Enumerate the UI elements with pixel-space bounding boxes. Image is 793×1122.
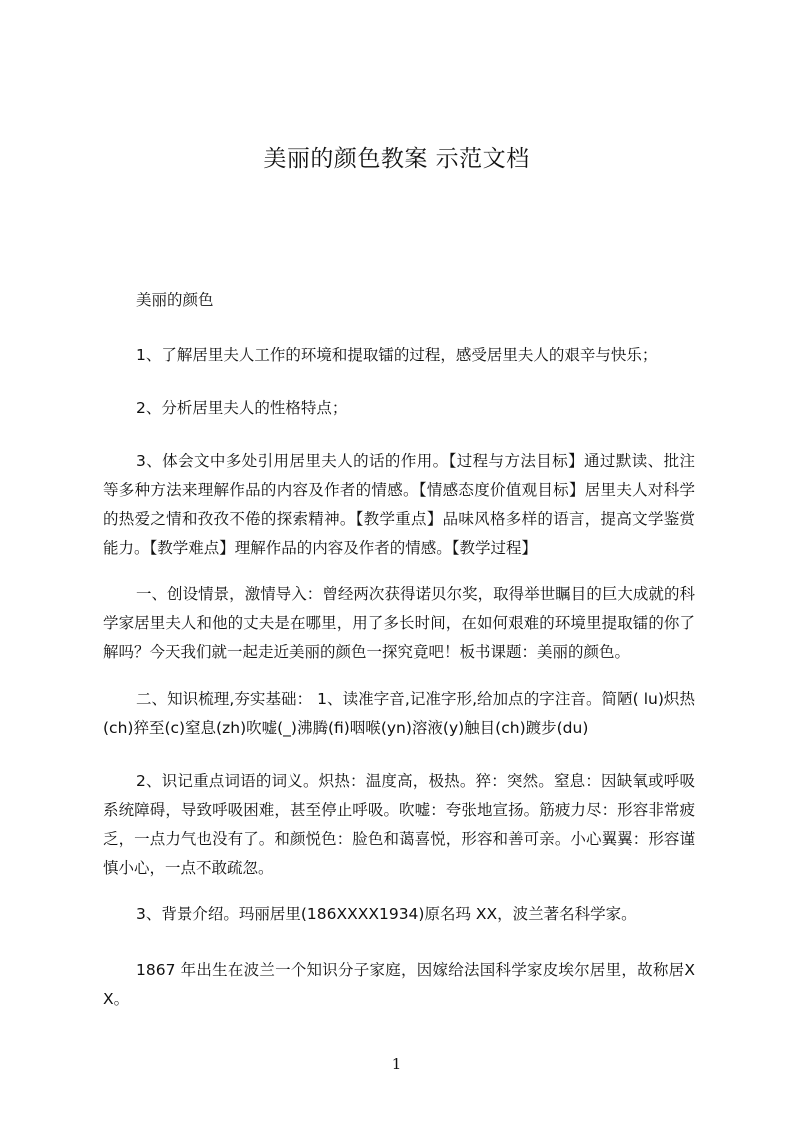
paragraph-objective-2: 2、分析居里夫人的性格特点； xyxy=(136,399,348,417)
paragraph-objective-3: 3、体会文中多处引用居里夫人的话的作用。【过程与方法目标】通过默读、批注等多种方法来理解作品的内容及作者的情感。【情感态度价值观目标】居里夫人对科学的热爱之情和孜孜不倦的探索精神。【教学重点】品味风格多样的语言，提高文学鉴赏能力。【教学难点】理解作品的内容及作者的情感。【教学过程】 xyxy=(103,452,695,557)
paragraph-biography: 1867 年出生在波兰一个知识分子家庭，因嫁给法国科学家皮埃尔居里，故称居XX。 xyxy=(103,961,695,1008)
paragraph-objective-1: 1、了解居里夫人工作的环境和提取镭的过程，感受居里夫人的艰辛与快乐； xyxy=(136,346,658,364)
paragraph-section-2: 二、知识梳理,夯实基础： 1、读准字音,记准字形,给加点的字注音。简陋( lu)炽热(ch)猝至(c)窒息(zh)吹嘘(_)沸腾(fi)咽喉(yn)溶液(y)触目(ch)踱步(du) xyxy=(103,690,695,737)
paragraph-section-1: 一、创设情景，激情导入：曾经两次获得诺贝尔奖，取得举世瞩目的巨大成就的科学家居里夫人和他的丈夫是在哪里，用了多长时间，在如何艰难的环境里提取镭的你了解吗？今天我们就一起走近美丽的颜色一探究竟吧！板书课题：美丽的颜色。 xyxy=(103,585,695,661)
paragraph-vocabulary: 2、识记重点词语的词义。炽热：温度高，极热。猝：突然。窒息：因缺氧或呼吸系统障碍，导致呼吸困难，甚至停止呼吸。吹嘘：夸张地宣扬。筋疲力尽：形容非常疲乏，一点力气也没有了。和颜悦色：脸色和蔼喜悦，形容和善可亲。小心翼翼：形容谨慎小心，一点不敢疏忽。 xyxy=(103,772,695,877)
paragraph-heading: 美丽的颜色 xyxy=(136,291,214,309)
document-title: 美丽的颜色教案 示范文档 xyxy=(263,146,530,172)
paragraph-background: 3、背景介绍。玛丽居里(186XXXX1934)原名玛 XX，波兰著名科学家。 xyxy=(136,905,637,923)
page-number: 1 xyxy=(391,1055,402,1073)
